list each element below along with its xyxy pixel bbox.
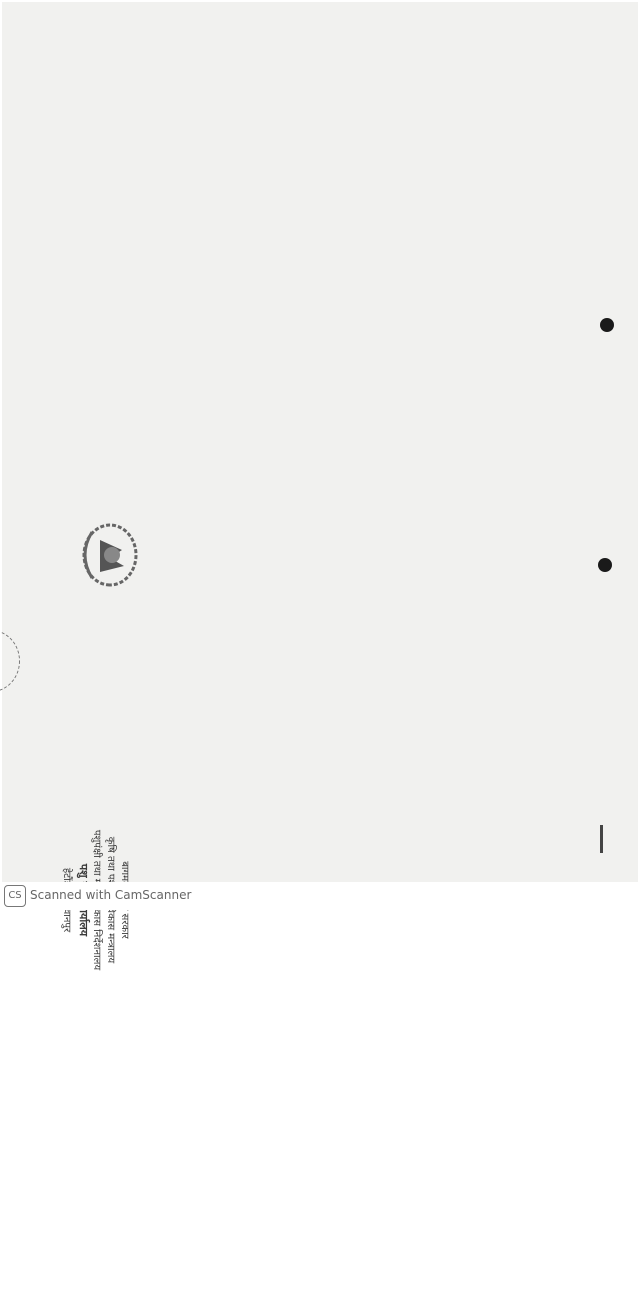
page-edge-mark (600, 825, 603, 853)
camscanner-watermark (0, 882, 642, 910)
office-stamp (0, 630, 20, 692)
punch-hole (600, 318, 614, 332)
camscanner-text: Scanned with CamScanner (30, 888, 192, 902)
punch-hole (598, 558, 612, 572)
camscanner-logo-icon: CS (4, 885, 26, 907)
